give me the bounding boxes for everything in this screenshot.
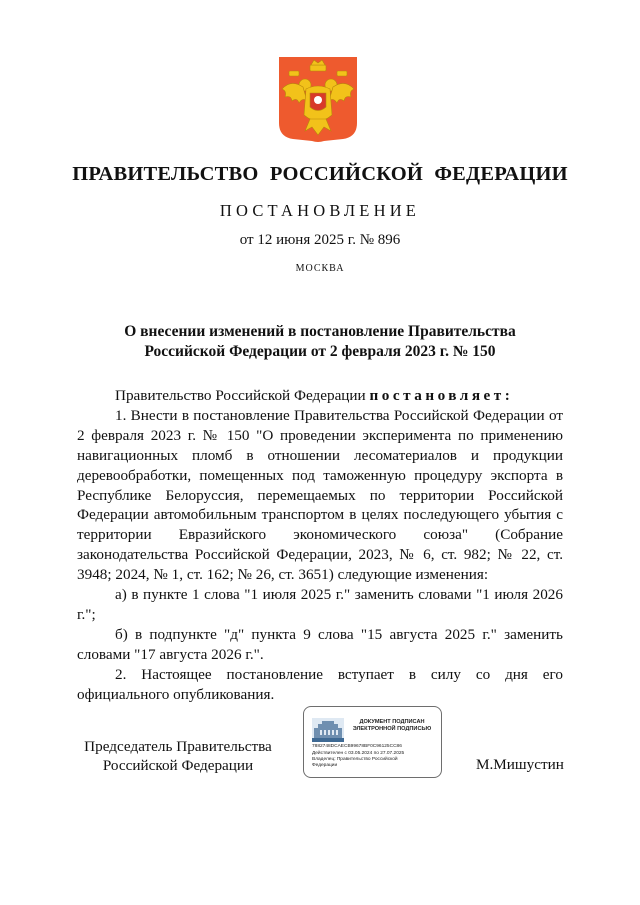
stamp-owner: Федерации (312, 763, 338, 768)
item-1: 1. Внести в постановление Правительства Российской Федерации от 2 февраля 2023 г. № 150 "О проведении эксперимента по применению навигационных пломб в отношении лесоматериалов и продукции деревообработки, помещенных под таможенную процедуру экспорта в Республике Белоруссия, перемещаемых по территории Российской Федерации автомобильным транспортом в целях последующего убытия с территории Евразийского экономического союза" (Собрание законодательства Российской Федерации, 2023, № 6, ст. 982; № 22, ст. 3948; 2024, № 1, ст. 162; № 26, ст. 3651) следующие изменения: (77, 406, 563, 584)
stamp-title (344, 719, 440, 733)
document-type: ПОСТАНОВЛЕНИЕ (219, 201, 421, 220)
document-subject (80, 322, 560, 362)
government-building-icon (312, 718, 344, 742)
coat-of-arms-icon (277, 57, 359, 143)
item-1a: а) в пункте 1 слова "1 июля 2025 г." заменить словами "1 июля 2026 г."; (77, 586, 563, 623)
document-city: МОСКВА (295, 263, 345, 274)
stamp-title-line: ЭЛЕКТРОННОЙ ПОДПИСЬЮ (352, 726, 432, 733)
signer-name: М.Мишустин (476, 756, 564, 773)
e-signature-stamp (303, 706, 442, 778)
item-1b: б) в подпункте "д" пункта 9 слова "15 августа 2025 г." заменить словами "17 августа 2026 г.". (77, 625, 563, 663)
signer-position-line: Председатель Правительства (84, 738, 272, 755)
subject-line: О внесении изменений в постановление Правительства (124, 323, 516, 340)
item-2: 2. Настоящее постановление вступает в силу со дня его официального опубликования. (77, 665, 563, 703)
stamp-owner: Владелец: Правительство Российской (312, 757, 398, 762)
government-title: ПРАВИТЕЛЬСТВО РОССИЙСКОЙ ФЕДЕРАЦИИ (72, 163, 568, 185)
intro-paragraph (77, 386, 563, 406)
document-date-number: от 12 июня 2025 г. № 896 (239, 232, 401, 248)
decree-word: постановляет: (369, 387, 514, 404)
intro-text: Правительство Российской Федерации (115, 387, 370, 404)
document-body (77, 386, 563, 705)
stamp-validity: Действителен с 03.05.2024 по 27.07.2025 (312, 751, 405, 756)
signer-position-line: Российской Федерации (102, 757, 254, 774)
signer-position (78, 737, 278, 775)
stamp-certificate: 7882748DCAECB99678BF0C96125CC86 (312, 744, 402, 749)
subject-line: Российской Федерации от 2 февраля 2023 г. № 150 (144, 343, 496, 360)
stamp-title-line: ДОКУМЕНТ ПОДПИСАН (359, 719, 425, 725)
